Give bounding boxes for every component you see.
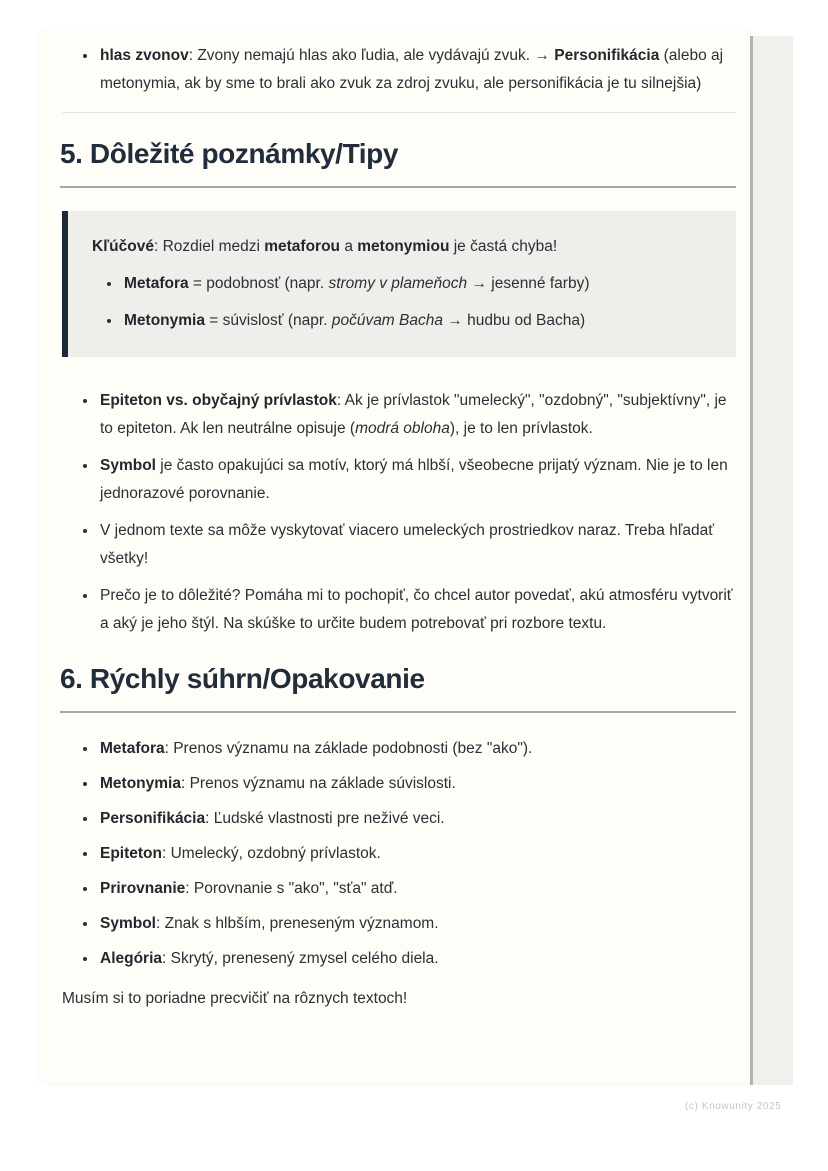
- page-content: [38, 28, 750, 1013]
- text-segment: V jednom texte sa môže vyskytovať viacero umeleckých prostriedkov naraz. Treba hľadať všetky!: [100, 522, 715, 567]
- text-segment: metonymiou: [357, 238, 450, 255]
- text-segment: je častá chyba!: [449, 238, 558, 255]
- text-segment: Prirovnanie: [100, 880, 186, 897]
- list-item: [98, 451, 736, 508]
- text-segment: = súvislosť (napr.: [204, 312, 332, 329]
- text-segment: stromy v plameňoch: [328, 275, 468, 292]
- summary-list: [60, 734, 736, 973]
- text-segment: : Prenos významu na základe podobnosti (bez "ako").: [164, 740, 533, 757]
- text-segment: a: [340, 238, 358, 255]
- list-item: [98, 804, 736, 833]
- text-segment: Metonymia: [100, 775, 181, 792]
- list-item: [98, 734, 736, 763]
- text-segment: : Rozdiel medzi: [153, 238, 265, 255]
- intro-list: [60, 41, 736, 98]
- list-item: [98, 909, 736, 938]
- text-segment: Prečo je to dôležité? Pomáha mi to pochopiť, čo chcel autor povedať, akú atmosféru vytvoriť a aký je jeho štýl. Na skúške to určite budem potrebovať pri rozbore textu.: [100, 587, 733, 632]
- text-segment: : Skrytý, prenesený zmysel celého diela.: [162, 950, 439, 967]
- list-item: [122, 269, 716, 298]
- text-segment: počúvam Bacha: [331, 312, 443, 329]
- text-segment: Epiteton vs. obyčajný prívlastok: [100, 392, 337, 409]
- list-item: [98, 874, 736, 903]
- copyright-notice: (c) Knowunity 2025: [685, 1101, 782, 1112]
- key-callout: [62, 211, 736, 357]
- text-segment: → hudbu od Bacha): [442, 312, 586, 329]
- text-segment: : Porovnanie s "ako", "sťa" atď.: [185, 880, 398, 897]
- text-segment: ), je to len prívlastok.: [449, 420, 593, 437]
- list-item: [98, 386, 736, 443]
- text-segment: Metafora: [100, 740, 165, 757]
- text-segment: Metonymia: [124, 312, 205, 329]
- text-segment: (alebo aj metonymia, ak by sme to brali ako zvuk za zdroj zvuku, ale personifikácia je tu silnejšia): [100, 47, 724, 92]
- text-segment: = podobnosť (napr.: [188, 275, 329, 292]
- section-divider: [62, 112, 736, 113]
- text-segment: Symbol: [100, 915, 156, 932]
- next-page-edge[interactable]: [750, 36, 793, 1085]
- text-segment: modrá obloha: [355, 420, 450, 437]
- text-segment: Metafora: [124, 275, 189, 292]
- text-segment: : Umelecký, ozdobný prívlastok.: [162, 845, 381, 862]
- list-item: [98, 944, 736, 973]
- list-item: [98, 839, 736, 868]
- text-segment: : Znak s hlbším, preneseným významom.: [155, 915, 439, 932]
- list-item: [98, 516, 736, 573]
- list-item: [122, 306, 716, 335]
- text-segment: → jesenné farby): [467, 275, 590, 292]
- text-segment: je často opakujúci sa motív, ktorý má hlbší, všeobecne prijatý význam. Nie je to len jednorazové porovnanie.: [100, 457, 728, 502]
- tips-list: [60, 386, 736, 638]
- text-segment: Personifikácia: [100, 810, 206, 827]
- text-segment: : Ak je prívlastok "umelecký", "ozdobný", "subjektívny", je to epiteton. Ak len neutrálne opisuje (: [100, 392, 727, 437]
- text-segment: hlas zvonov: [100, 47, 189, 64]
- text-segment: Epiteton: [100, 845, 162, 862]
- list-item: [98, 769, 736, 798]
- closing-note: Musím si to poriadne precvičiť na rôznych textoch!: [62, 990, 408, 1007]
- section-5-heading: 5. Dôležité poznámky/Tipy: [60, 137, 736, 188]
- text-segment: Kľúčové: [92, 238, 154, 255]
- callout-list: [88, 269, 716, 335]
- document-page: [38, 28, 750, 1083]
- text-segment: : Zvony nemajú hlas ako ľudia, ale vydávajú zvuk. →: [188, 47, 555, 64]
- section-6-heading: 6. Rýchly súhrn/Opakovanie: [60, 662, 736, 713]
- text-segment: Alegória: [100, 950, 163, 967]
- text-segment: metaforou: [264, 238, 341, 255]
- list-item: [98, 41, 736, 98]
- text-segment: : Ľudské vlastnosti pre neživé veci.: [205, 810, 445, 827]
- text-segment: Personifikácia: [554, 47, 660, 64]
- callout-lead: [92, 233, 716, 261]
- list-item: [98, 581, 736, 638]
- text-segment: : Prenos významu na základe súvislosti.: [180, 775, 456, 792]
- text-segment: Symbol: [100, 457, 156, 474]
